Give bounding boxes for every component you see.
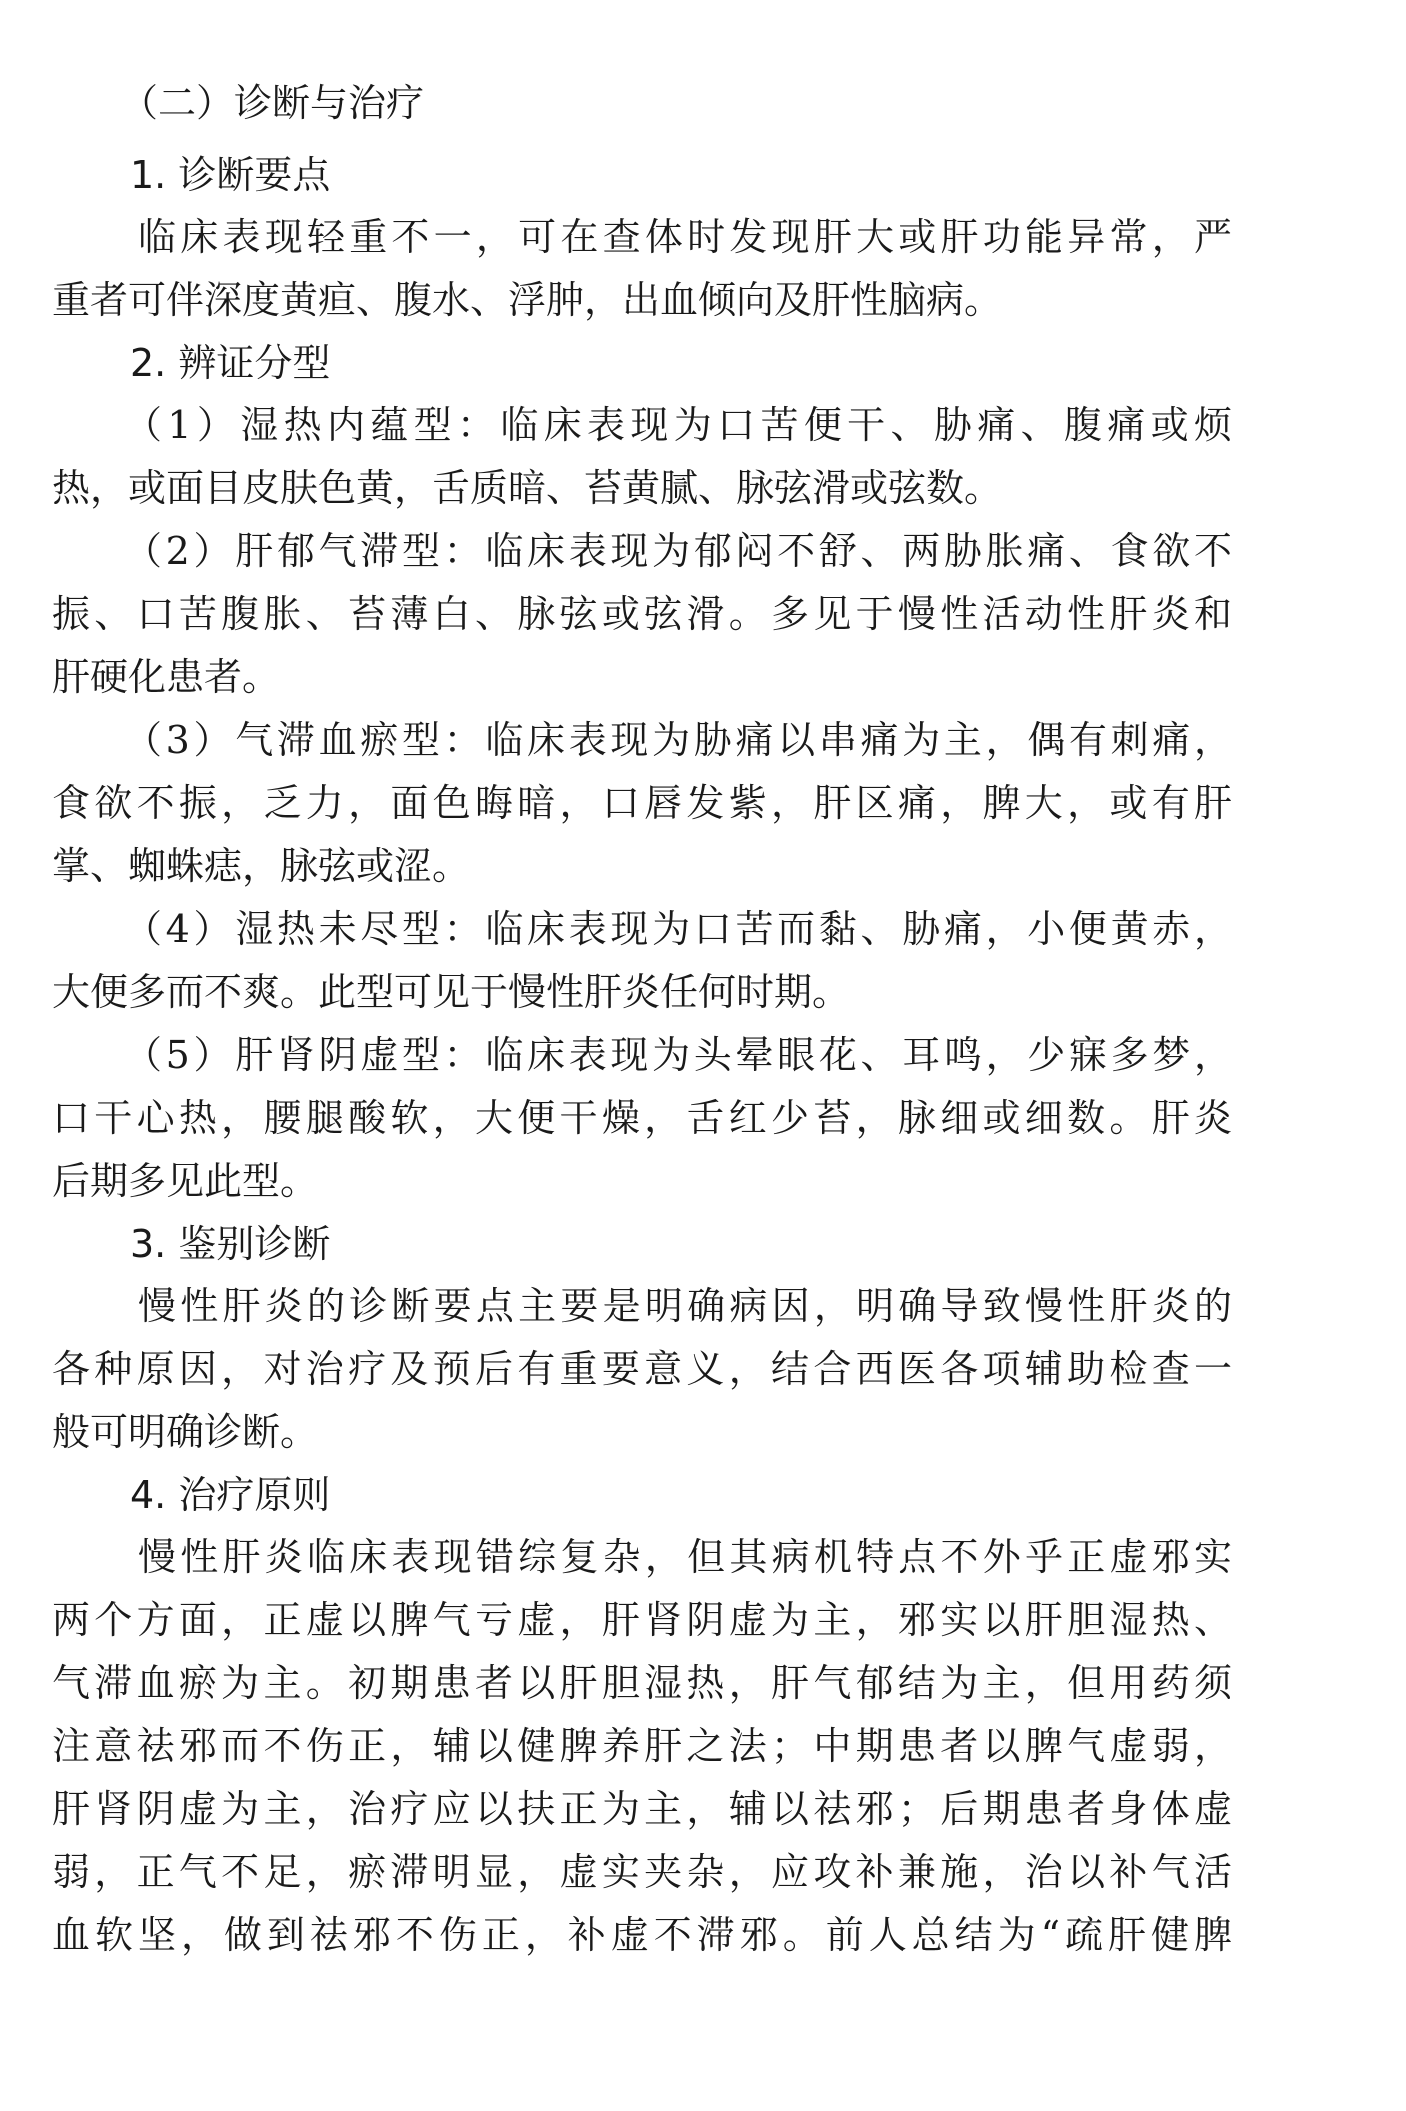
text-line: 口干心热，腰腿酸软，大便干燥，舌红少苔，脉细或细数。肝炎 [52,1096,1232,1140]
text-line: 食欲不振，乏力，面色晦暗，口唇发紫，肝区痛，脾大，或有肝 [52,781,1232,825]
text-line: （5）肝肾阴虚型：临床表现为头晕眼花、耳鸣，少寐多梦， [124,1033,1232,1077]
text-line: 慢性肝炎的诊断要点主要是明确病因，明确导致慢性肝炎的 [138,1284,1232,1328]
subsection-title-treatment-principles: 4. 治疗原则 [130,1473,331,1517]
text-line: 肝硬化患者。 [52,655,281,699]
subsection-title-syndrome-types: 2. 辨证分型 [130,341,331,385]
text-line: 热，或面目皮肤色黄，舌质暗、苔黄腻、脉弦滑或弦数。 [52,466,1003,510]
text-line: 重者可伴深度黄疸、腹水、浮肿，出血倾向及肝性脑病。 [52,278,1003,322]
text-line: 两个方面，正虚以脾气亏虚，肝肾阴虚为主，邪实以肝胆湿热、 [52,1598,1232,1642]
text-line: 振、口苦腹胀、苔薄白、脉弦或弦滑。多见于慢性活动性肝炎和 [52,592,1232,636]
text-line: （1）湿热内蕴型：临床表现为口苦便干、胁痛、腹痛或烦 [124,403,1232,447]
text-line: 各种原因，对治疗及预后有重要意义，结合西医各项辅助检查一 [52,1347,1232,1391]
text-line: 肝肾阴虚为主，治疗应以扶正为主，辅以祛邪；后期患者身体虚 [52,1787,1232,1831]
text-line: （3）气滞血瘀型：临床表现为胁痛以串痛为主，偶有刺痛， [124,718,1232,762]
subsection-title-diagnosis-points: 1. 诊断要点 [130,153,331,197]
text-line: （2）肝郁气滞型：临床表现为郁闷不舒、两胁胀痛、食欲不 [124,529,1232,573]
text-line: 掌、蜘蛛痣，脉弦或涩。 [52,844,471,888]
text-line: 血软坚，做到祛邪不伤正，补虚不滞邪。前人总结为“疏肝健脾 [52,1913,1232,1957]
section-heading: （二）诊断与治疗 [120,81,425,125]
text-line: 弱，正气不足，瘀滞明显，虚实夹杂，应攻补兼施，治以补气活 [52,1850,1232,1894]
document-page [52,72,1232,1967]
subsection-title-differential-diagnosis: 3. 鉴别诊断 [130,1222,331,1266]
text-line: （4）湿热未尽型：临床表现为口苦而黏、胁痛，小便黄赤， [124,907,1232,951]
text-line: 注意祛邪而不伤正，辅以健脾养肝之法；中期患者以脾气虚弱， [52,1724,1232,1768]
text-line: 后期多见此型。 [52,1159,319,1203]
text-line: 慢性肝炎临床表现错综复杂，但其病机特点不外乎正虚邪实 [138,1535,1232,1579]
text-line: 气滞血瘀为主。初期患者以肝胆湿热，肝气郁结为主，但用药须 [52,1661,1232,1705]
text-line: 临床表现轻重不一，可在查体时发现肝大或肝功能异常，严 [138,215,1232,259]
text-line: 般可明确诊断。 [52,1410,319,1454]
text-line: 大便多而不爽。此型可见于慢性肝炎任何时期。 [52,970,851,1014]
